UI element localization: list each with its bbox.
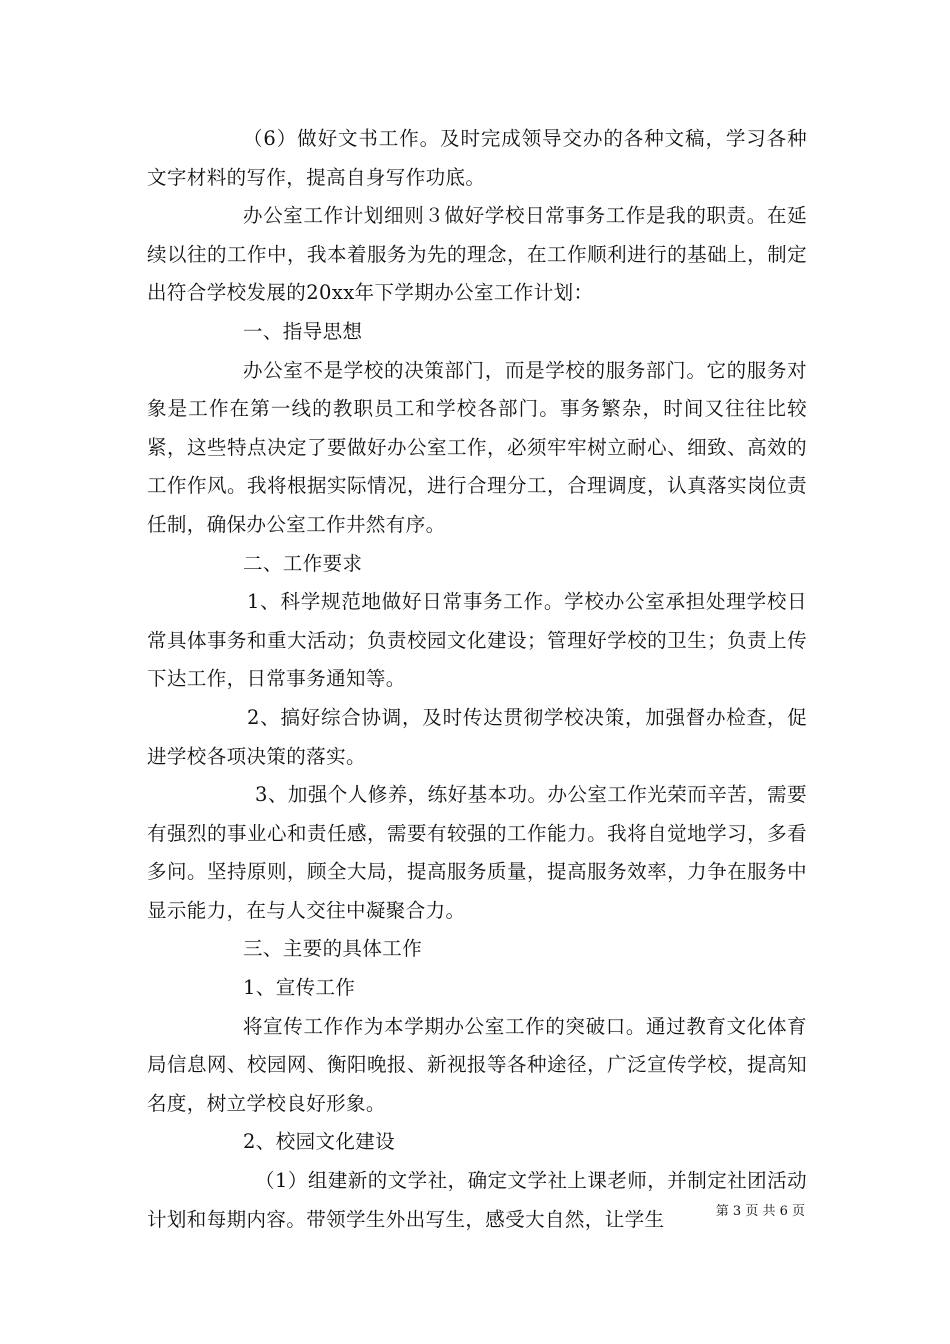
heading-guiding-ideology: 一、指导思想	[243, 319, 363, 343]
page-number-footer: 第 3 页 共 6 页	[715, 1204, 805, 1219]
paragraph-requirement-1: 1、科学规范地做好日常事务工作。学校办公室承担处理学校日常具体事务和重大活动；负责校园文化建设；管理好学校的卫生；负责上传下达工作，日常事务通知等。	[147, 590, 807, 691]
document-body	[147, 120, 807, 1239]
paragraph-requirement-3: 3、加强个人修养，练好基本功。办公室工作光荣而辛苦，需要有强烈的事业心和责任感，需要有较强的工作能力。我将自觉地学习，多看多问。坚持原则，顾全大局，提高服务质量，提高服务效率，力争在服务中显示能力，在与人交往中凝聚合力。	[147, 783, 807, 922]
heading-publicity-work: 1、宣传工作	[243, 976, 356, 1000]
paragraph-guiding-ideology: 办公室不是学校的决策部门，而是学校的服务部门。它的服务对象是工作在第一线的教职员工和学校各部门。事务繁杂，时间又往往比较紧，这些特点决定了要做好办公室工作，必须牢牢树立耐心、细致、高效的工作作风。我将根据实际情况，进行合理分工，合理调度，认真落实岗位责任制，确保办公室工作井然有序。	[147, 358, 807, 536]
paragraph-requirement-2: 2、搞好综合协调，及时传达贯彻学校决策，加强督办检查，促进学校各项决策的落实。	[147, 705, 807, 768]
heading-work-requirements: 二、工作要求	[243, 551, 363, 575]
heading-campus-culture: 2、校园文化建设	[243, 1130, 396, 1154]
paragraph-plan-intro: 办公室工作计划细则３做好学校日常事务工作是我的职责。在延续以往的工作中，我本着服务为先的理念，在工作顺利进行的基础上，制定出符合学校发展的20xx年下学期办公室工作计划：	[147, 204, 807, 305]
paragraph-literature-club: （1）组建新的文学社，确定文学社上课老师，并制定社团活动计划和每期内容。带领学生外出写生，感受大自然，让学生	[147, 1169, 807, 1231]
heading-main-work: 三、主要的具体工作	[243, 937, 423, 961]
paragraph-item-6-clerical-work: （6）做好文书工作。及时完成领导交办的各种文稿，学习各种文字材料的写作，提高自身写作功底。	[147, 127, 807, 189]
paragraph-publicity-work: 将宣传工作作为本学期办公室工作的突破口。通过教育文化体育局信息网、校园网、衡阳晚报、新视报等各种途径，广泛宣传学校，提高知名度，树立学校良好形象。	[147, 1014, 807, 1115]
